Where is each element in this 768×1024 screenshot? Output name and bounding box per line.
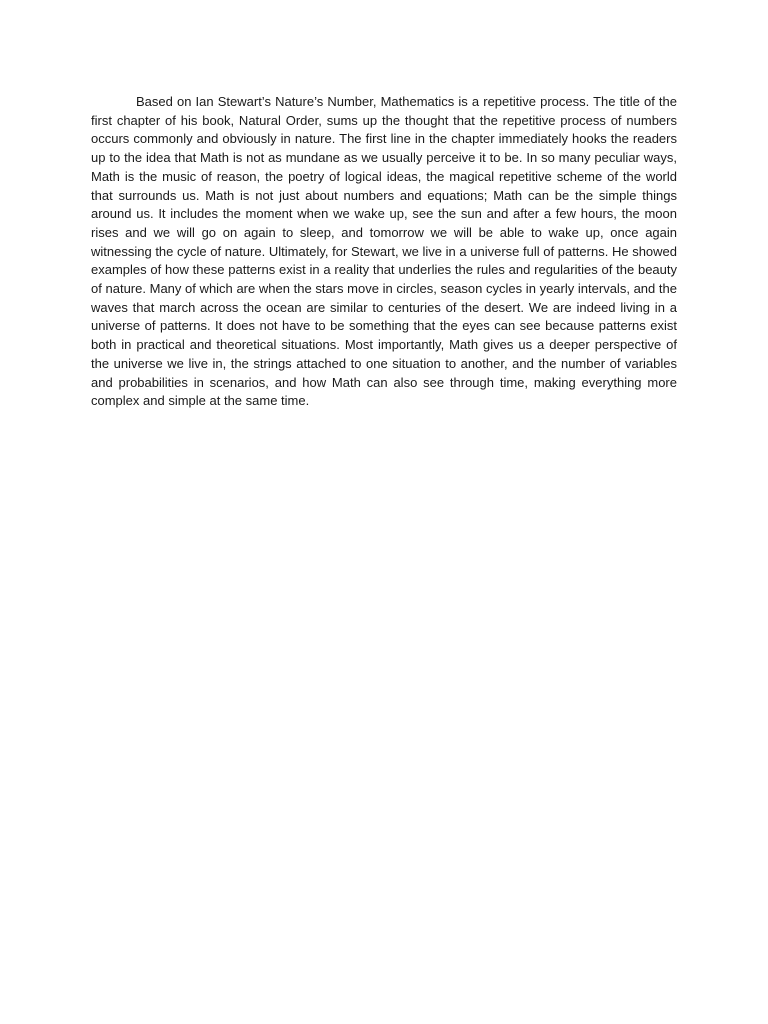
- body-paragraph: Based on Ian Stewart’s Nature’s Number, Mathematics is a repetitive process. The title of the first chapter of his book, Natural Order, sums up the thought that the repetitive process of numbers occurs commonly and obviously in nature. The first line in the chapter immediately hooks the readers up to the idea that Math is not as mundane as we usually perceive it to be. In so many peculiar ways, Math is the music of reason, the poetry of logical ideas, the magical repetitive scheme of the world that surrounds us. Math is not just about numbers and equations; Math can be the simple things around us. It includes the moment when we wake up, see the sun and after a few hours, the moon rises and we will go on again to sleep, and tomorrow we will be able to wake up, once again witnessing the cycle of nature. Ultimately, for Stewart, we live in a universe full of patterns. He showed examples of how these patterns exist in a reality that underlies the rules and regularities of the beauty of nature. Many of which are when the stars move in circles, season cycles in yearly intervals, and the waves that march across the ocean are similar to centuries of the desert. We are indeed living in a universe of patterns. It does not have to be something that the eyes can see because patterns exist both in practical and theoretical situations. Most importantly, Math gives us a deeper perspective of the universe we live in, the strings attached to one situation to another, and the number of variables and probabilities in scenarios, and how Math can also see through time, making everything more complex and simple at the same time.: [91, 94, 677, 409]
